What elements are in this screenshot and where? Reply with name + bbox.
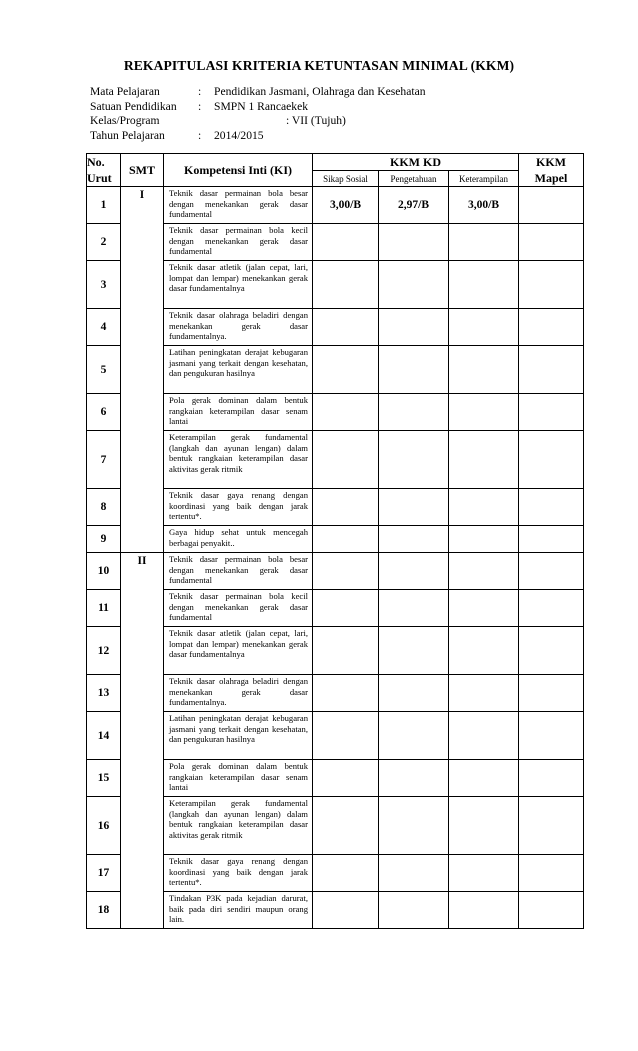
sikap-cell bbox=[313, 627, 379, 675]
pengetahuan-cell bbox=[379, 431, 449, 489]
keterampilan-cell bbox=[449, 760, 519, 797]
kompetensi-cell: Pola gerak dominan dalam bentuk rangkaian keterampilan dasar senam lantai bbox=[164, 394, 313, 431]
kompetensi-cell: Teknik dasar atletik (jalan cepat, lari, lompat dan lempar) menekankan gerak dasar fundamentalnya bbox=[164, 261, 313, 309]
pengetahuan-cell bbox=[379, 627, 449, 675]
pengetahuan-cell bbox=[379, 394, 449, 431]
semester-cell: I bbox=[121, 187, 164, 553]
meta-separator: : bbox=[198, 128, 202, 142]
kompetensi-cell: Teknik dasar olahraga beladiri dengan menekankan gerak dasar fundamentalnya. bbox=[164, 675, 313, 712]
keterampilan-cell bbox=[449, 797, 519, 855]
kompetensi-cell: Keterampilan gerak fundamental (langkah dan ayunan lengan) dalam bentuk rangkaian keterampilan dasar aktivitas gerak ritmik bbox=[164, 797, 313, 855]
meta-label: Tahun Pelajaran bbox=[90, 128, 165, 142]
sikap-cell bbox=[313, 892, 379, 929]
meta-value: SMPN 1 Rancaekek bbox=[214, 99, 309, 113]
pengetahuan-cell bbox=[379, 797, 449, 855]
meta-row bbox=[90, 100, 426, 115]
keterampilan-cell bbox=[449, 224, 519, 261]
keterampilan-cell bbox=[449, 892, 519, 929]
sikap-cell bbox=[313, 712, 379, 760]
header-smt: SMT bbox=[121, 154, 164, 187]
kompetensi-cell: Teknik dasar gaya renang dengan koordinasi yang baik dengan jarak tertentu*. bbox=[164, 489, 313, 526]
sikap-cell bbox=[313, 346, 379, 394]
kompetensi-cell: Pola gerak dominan dalam bentuk rangkaian keterampilan dasar senam lantai bbox=[164, 760, 313, 797]
header-keterampilan: Keterampilan bbox=[449, 171, 519, 187]
mapel-cell bbox=[519, 309, 584, 346]
row-number: 16 bbox=[87, 797, 121, 855]
kompetensi-cell: Teknik dasar gaya renang dengan koordinasi yang baik dengan jarak tertentu*. bbox=[164, 855, 313, 892]
document-meta bbox=[90, 85, 426, 143]
sikap-cell bbox=[313, 855, 379, 892]
kompetensi-cell: Teknik dasar permainan bola kecil dengan menekankan gerak dasar fundamental bbox=[164, 224, 313, 261]
pengetahuan-cell bbox=[379, 224, 449, 261]
row-number: 6 bbox=[87, 394, 121, 431]
sikap-cell bbox=[313, 261, 379, 309]
keterampilan-cell bbox=[449, 526, 519, 553]
pengetahuan-cell bbox=[379, 261, 449, 309]
kkm-table bbox=[86, 153, 584, 929]
meta-value: Pendidikan Jasmani, Olahraga dan Kesehatan bbox=[214, 85, 426, 98]
row-number: 4 bbox=[87, 309, 121, 346]
keterampilan-cell bbox=[449, 553, 519, 590]
sikap-cell bbox=[313, 224, 379, 261]
row-number: 10 bbox=[87, 553, 121, 590]
mapel-cell bbox=[519, 712, 584, 760]
table-row bbox=[87, 553, 584, 590]
keterampilan-cell bbox=[449, 346, 519, 394]
sikap-cell bbox=[313, 309, 379, 346]
keterampilan-cell bbox=[449, 855, 519, 892]
row-number: 5 bbox=[87, 346, 121, 394]
keterampilan-cell bbox=[449, 712, 519, 760]
kompetensi-cell: Teknik dasar permainan bola besar dengan menekankan gerak dasar fundamental bbox=[164, 187, 313, 224]
pengetahuan-cell bbox=[379, 675, 449, 712]
header-pengetahuan: Pengetahuan bbox=[379, 171, 449, 187]
mapel-cell bbox=[519, 526, 584, 553]
kompetensi-cell: Teknik dasar permainan bola besar dengan menekankan gerak dasar fundamental bbox=[164, 553, 313, 590]
mapel-cell bbox=[519, 675, 584, 712]
kompetensi-cell: Teknik dasar olahraga beladiri dengan menekankan gerak dasar fundamentalnya. bbox=[164, 309, 313, 346]
meta-value: : VII (Tujuh) bbox=[286, 114, 346, 128]
kompetensi-cell: Latihan peningkatan derajat kebugaran jasmani yang terkait dengan kesehatan, dan pengukuran hasilnya bbox=[164, 346, 313, 394]
keterampilan-cell bbox=[449, 309, 519, 346]
header-kompetensi-inti: Kompetensi Inti (KI) bbox=[164, 154, 313, 187]
keterampilan-cell bbox=[449, 489, 519, 526]
pengetahuan-cell bbox=[379, 590, 449, 627]
meta-row bbox=[90, 85, 426, 100]
row-number: 7 bbox=[87, 431, 121, 489]
mapel-cell bbox=[519, 394, 584, 431]
pengetahuan-cell bbox=[379, 892, 449, 929]
semester-cell: II bbox=[121, 553, 164, 929]
sikap-cell bbox=[313, 675, 379, 712]
pengetahuan-cell bbox=[379, 855, 449, 892]
mapel-cell bbox=[519, 797, 584, 855]
meta-separator: : bbox=[198, 85, 202, 98]
header-no-urut: No. Urut bbox=[87, 154, 121, 187]
meta-row bbox=[90, 129, 426, 144]
sikap-cell bbox=[313, 526, 379, 553]
mapel-cell bbox=[519, 590, 584, 627]
kompetensi-cell: Teknik dasar atletik (jalan cepat, lari, lompat dan lempar) menekankan gerak dasar fundamentalnya bbox=[164, 627, 313, 675]
meta-label: Satuan Pendidikan bbox=[90, 99, 177, 113]
header-sikap-sosial: Sikap Sosial bbox=[313, 171, 379, 187]
meta-label: Mata Pelajaran bbox=[90, 85, 160, 98]
keterampilan-cell: 3,00/B bbox=[449, 187, 519, 224]
row-number: 2 bbox=[87, 224, 121, 261]
meta-separator: : bbox=[198, 99, 202, 113]
pengetahuan-cell bbox=[379, 712, 449, 760]
document-title: REKAPITULASI KRITERIA KETUNTASAN MINIMAL (KKM) bbox=[123, 58, 515, 73]
keterampilan-cell bbox=[449, 431, 519, 489]
mapel-cell bbox=[519, 346, 584, 394]
mapel-cell bbox=[519, 892, 584, 929]
mapel-cell bbox=[519, 261, 584, 309]
sikap-cell: 3,00/B bbox=[313, 187, 379, 224]
keterampilan-cell bbox=[449, 627, 519, 675]
sikap-cell bbox=[313, 797, 379, 855]
sikap-cell bbox=[313, 394, 379, 431]
row-number: 12 bbox=[87, 627, 121, 675]
meta-label: Kelas/Program bbox=[90, 114, 160, 128]
sikap-cell bbox=[313, 760, 379, 797]
kompetensi-cell: Keterampilan gerak fundamental (langkah dan ayunan lengan) dalam bentuk rangkaian keterampilan dasar aktivitas gerak ritmik bbox=[164, 431, 313, 489]
keterampilan-cell bbox=[449, 261, 519, 309]
mapel-cell bbox=[519, 855, 584, 892]
pengetahuan-cell bbox=[379, 346, 449, 394]
pengetahuan-cell: 2,97/B bbox=[379, 187, 449, 224]
meta-value: 2014/2015 bbox=[214, 128, 264, 142]
mapel-cell bbox=[519, 760, 584, 797]
keterampilan-cell bbox=[449, 675, 519, 712]
kompetensi-cell: Gaya hidup sehat untuk mencegah berbagai penyakit.. bbox=[164, 526, 313, 553]
sikap-cell bbox=[313, 489, 379, 526]
row-number: 17 bbox=[87, 855, 121, 892]
pengetahuan-cell bbox=[379, 489, 449, 526]
header-kkm-mapel: KKM Mapel bbox=[519, 154, 584, 187]
row-number: 14 bbox=[87, 712, 121, 760]
mapel-cell bbox=[519, 187, 584, 224]
keterampilan-cell bbox=[449, 394, 519, 431]
sikap-cell bbox=[313, 431, 379, 489]
row-number: 13 bbox=[87, 675, 121, 712]
pengetahuan-cell bbox=[379, 553, 449, 590]
table-row bbox=[87, 187, 584, 224]
row-number: 8 bbox=[87, 489, 121, 526]
mapel-cell bbox=[519, 431, 584, 489]
mapel-cell bbox=[519, 553, 584, 590]
header-kkm-kd: KKM KD bbox=[313, 154, 519, 171]
pengetahuan-cell bbox=[379, 526, 449, 553]
mapel-cell bbox=[519, 489, 584, 526]
row-number: 11 bbox=[87, 590, 121, 627]
kompetensi-cell: Latihan peningkatan derajat kebugaran jasmani yang terkait dengan kesehatan, dan pengukuran hasilnya bbox=[164, 712, 313, 760]
keterampilan-cell bbox=[449, 590, 519, 627]
row-number: 18 bbox=[87, 892, 121, 929]
row-number: 1 bbox=[87, 187, 121, 224]
row-number: 3 bbox=[87, 261, 121, 309]
meta-row bbox=[90, 114, 426, 129]
kompetensi-cell: Teknik dasar permainan bola kecil dengan menekankan gerak dasar fundamental bbox=[164, 590, 313, 627]
kkm-table-body bbox=[87, 187, 584, 929]
sikap-cell bbox=[313, 553, 379, 590]
row-number: 15 bbox=[87, 760, 121, 797]
pengetahuan-cell bbox=[379, 309, 449, 346]
row-number: 9 bbox=[87, 526, 121, 553]
mapel-cell bbox=[519, 224, 584, 261]
sikap-cell bbox=[313, 590, 379, 627]
kompetensi-cell: Tindakan P3K pada kejadian darurat, baik pada diri sendiri maupun orang lain. bbox=[164, 892, 313, 929]
pengetahuan-cell bbox=[379, 760, 449, 797]
meta-separator bbox=[198, 114, 214, 129]
mapel-cell bbox=[519, 627, 584, 675]
